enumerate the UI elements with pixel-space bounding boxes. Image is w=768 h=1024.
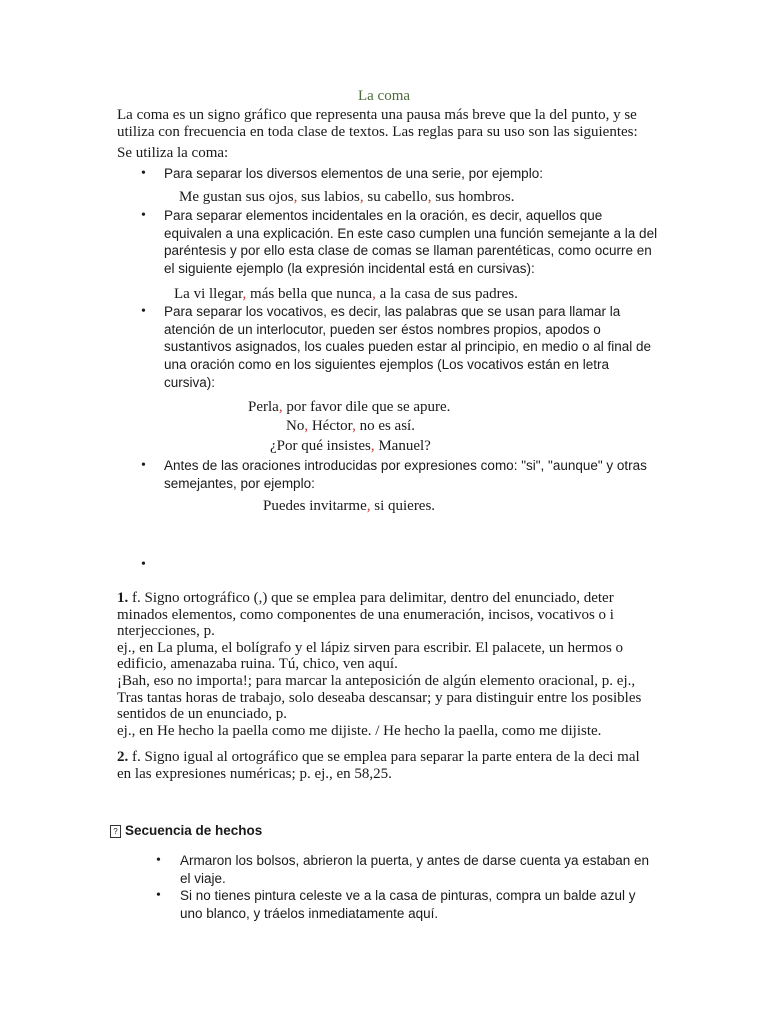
definition-line: ej., en He hecho la paella como me dijiste. / He hecho la paella, como me dijiste. xyxy=(117,722,602,739)
definition-1 xyxy=(117,590,657,739)
definition-line: ej., en La pluma, el bolígrafo y el lápiz sirven para escribir. El palacete, un hermos o edificio, amenazaba ruina. Tú, chico, ven aquí. xyxy=(117,639,624,673)
example-part: Héctor xyxy=(308,418,353,434)
comma-mark: , xyxy=(293,189,298,205)
section-item-2: Si no tienes pintura celeste ve a la casa de pinturas, compra un balde azul y uno blanco, y tráelos inmediatamente aquí. xyxy=(180,888,636,921)
comma-mark: , xyxy=(304,418,309,434)
definition-text: f. Signo ortográfico (,) que se emplea para delimitar, dentro del enunciado, deter minados elementos, como componentes de una enumeración, incisos, vocativos o i nterjecciones, p. xyxy=(117,590,614,640)
page-title: La coma xyxy=(357,88,411,104)
bullet-marker: • xyxy=(156,888,161,903)
comma-mark: , xyxy=(427,189,432,205)
example-part: si quieres. xyxy=(370,498,436,514)
rule-2-example xyxy=(174,286,518,303)
example-part: ¿Por qué insistes xyxy=(270,438,371,454)
comma-mark: , xyxy=(366,498,371,514)
rule-1-example xyxy=(179,189,514,206)
lead-text: Se utiliza la coma: xyxy=(117,145,229,161)
rule-3-example-1 xyxy=(248,399,450,416)
definition-number: 2. xyxy=(117,749,129,765)
example-part: más bella que nunca xyxy=(246,286,373,302)
example-part: por favor dile que se apure. xyxy=(282,399,451,415)
comma-mark: , xyxy=(359,189,364,205)
definition-2 xyxy=(117,749,657,782)
rule-3-text: Para separar los vocativos, es decir, las palabras que se usan para llamar la atención de un interlocutor, pueden ser éstos nombres propios, apodos o sustantivos asignados, los cuales pueden estar al principio, en medio o al final de una oración como en los siguientes ejemplos (Los vocativos están en letra cursiva): xyxy=(164,304,652,390)
bullet-marker: • xyxy=(156,853,161,868)
example-part: sus labios xyxy=(297,189,360,205)
intro-paragraph: La coma es un signo gráfico que representa una pausa más breve que la del punto, y se utiliza con frecuencia en toda clase de textos. Las reglas para su uso son las siguientes: xyxy=(117,107,638,140)
rule-4-text: Antes de las oraciones introducidas por expresiones como: "si", "aunque" y otras semejantes, por ejemplo: xyxy=(164,458,647,491)
definition-text: f. Signo igual al ortográfico que se emplea para separar la parte entera de la deci mal en las expresiones numéricas; p. ej., en 58,25. xyxy=(117,749,640,782)
example-part: Manuel? xyxy=(374,438,431,454)
rule-3-example-2 xyxy=(286,418,415,435)
comma-mark: , xyxy=(372,286,376,302)
example-part: su cabello xyxy=(363,189,428,205)
comma-mark: , xyxy=(278,399,283,415)
bullet-marker: • xyxy=(141,458,146,473)
bullet-marker: • xyxy=(141,208,146,223)
placeholder-icon: ? xyxy=(110,825,121,838)
example-part: sus hombros. xyxy=(431,189,515,205)
rule-3-example-3 xyxy=(270,438,431,455)
example-part: Me gustan sus ojos xyxy=(179,189,294,205)
rule-4-example xyxy=(263,498,435,515)
definition-number: 1. xyxy=(117,590,129,606)
section-item-1: Armaron los bolsos, abrieron la puerta, y antes de darse cuenta ya estaban en el viaje. xyxy=(180,853,650,886)
comma-mark: , xyxy=(370,438,375,454)
example-part: Perla xyxy=(248,399,279,415)
definition-line: ¡Bah, eso no importa!; para marcar la anteposición de algún elemento oracional, p. ej., Tras tantas horas de trabajo, solo deseaba descansar; y para distinguir entre los posibles sentidos de un enunciado, p. xyxy=(117,672,642,723)
comma-mark: , xyxy=(242,286,247,302)
bullet-marker: • xyxy=(141,166,146,181)
empty-bullet-marker: • xyxy=(141,557,146,572)
bullet-marker: • xyxy=(141,304,146,319)
example-part: La vi llegar xyxy=(174,286,243,302)
section-title: Secuencia de hechos xyxy=(125,823,263,838)
example-part: no es así. xyxy=(355,418,415,434)
definition-line xyxy=(117,749,657,782)
example-part: a la casa de sus padres. xyxy=(375,286,518,302)
definition-line xyxy=(117,590,657,640)
rule-1-text: Para separar los diversos elementos de una serie, por ejemplo: xyxy=(164,166,543,181)
rule-2-text: Para separar elementos incidentales en la oración, es decir, aquellos que equivalen a una explicación. En este caso cumplen una función semejante a la del paréntesis y por ello esta clase de comas se llaman parentéticas, como ocurre en el siguiente ejemplo (la expresión incidental está en cursivas): xyxy=(164,208,658,277)
example-part: No xyxy=(286,418,305,434)
comma-mark: , xyxy=(352,418,356,434)
example-part: Puedes invitarme xyxy=(263,498,367,514)
